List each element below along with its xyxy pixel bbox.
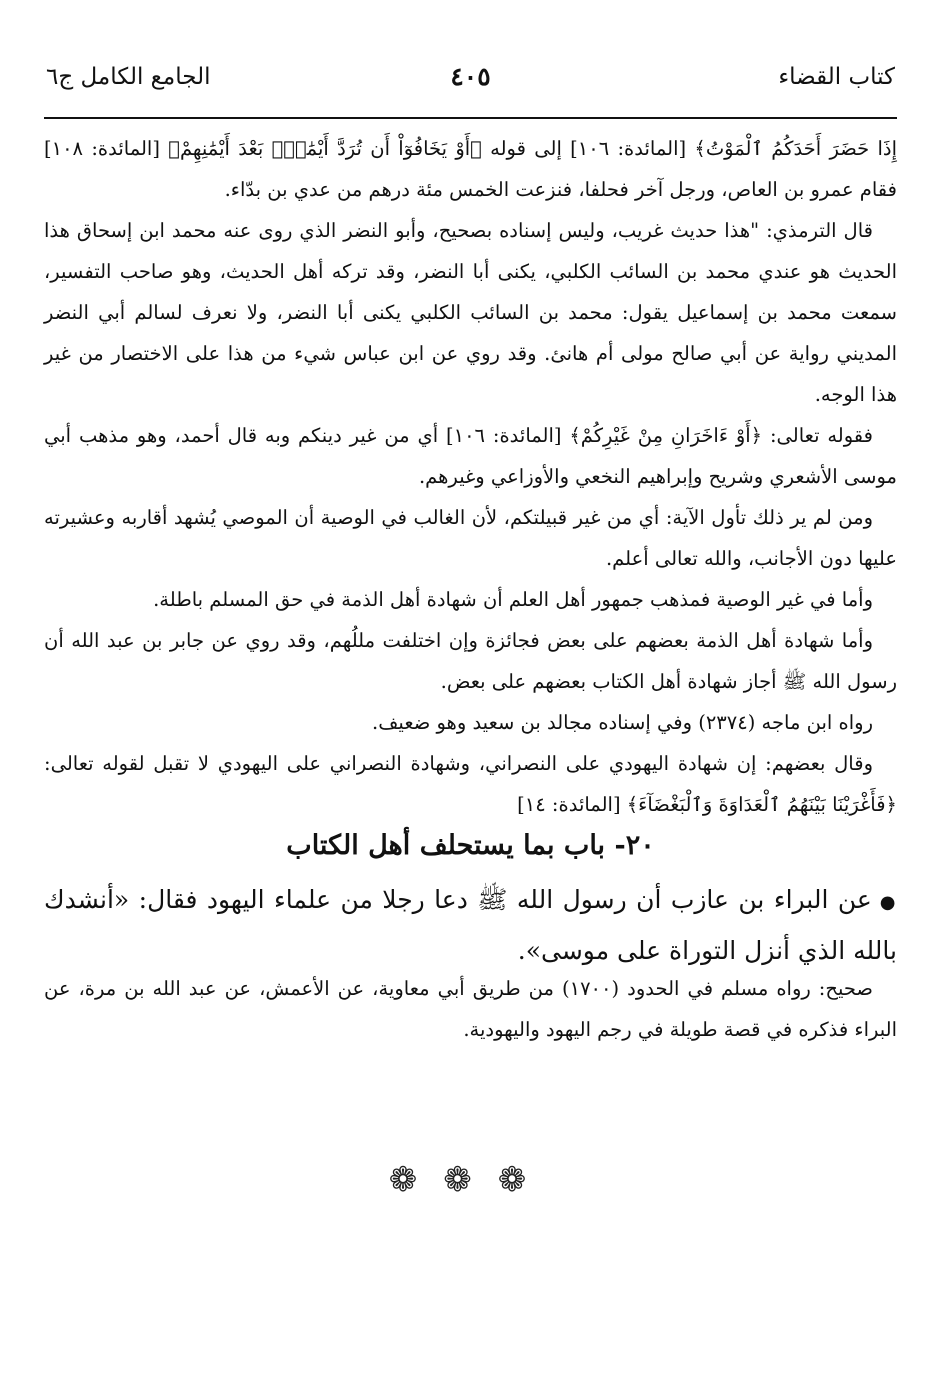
paragraph: وأما في غير الوصية فمذهب جمهور أهل العلم أن شهادة أهل الذمة في حق المسلم باطلة.	[153, 588, 873, 611]
chapter-number: ٢٠-	[614, 830, 655, 861]
paragraph: وقال بعضهم: إن شهادة اليهودي على النصراني، وشهادة النصراني على اليهودي لا تقبل لقوله تعالى: ﴿فَأَغْرَيْنَا بَيْنَهُمُ ٱلْعَدَاوَةَ وَٱلْبَغْضَآءَ﴾ [المائدة: ١٤]	[44, 752, 897, 816]
paragraph: رواه ابن ماجه (٢٣٧٤) وفي إسناده مجالد بن سعيد وهو ضعيف.	[372, 711, 873, 734]
book-section: كتاب القضاء	[778, 64, 895, 90]
paragraph: وأما شهادة أهل الذمة بعضهم على بعض فجائزة وإن اختلفت مللُهم، وقد روي عن جابر بن عبد الله أن رسول الله ﷺ أجاز شهادة أهل الكتاب بعضهم على بعض.	[44, 629, 897, 693]
header-rule	[44, 117, 897, 119]
page-header	[46, 56, 895, 110]
paragraph: إِذَا حَضَرَ أَحَدَكُمُ ٱلْمَوْتُ﴾ [المائدة: ١٠٦] إلى قوله ﴿أَوْ يَخَافُوٓاْ أَن تُرَدَّ أَيْمَٰنٌۢ بَعْدَ أَيْمَٰنِهِمْ﴾ [المائدة: ١٠٨] فقام عمرو بن العاص، ورجل آخر فحلفا، فنزعت الخمس مئة درهم من عدي بن بدّاء.	[44, 137, 897, 201]
hadith-text	[44, 876, 897, 975]
hadith-body: عن البراء بن عازب أن رسول الله ﷺ دعا رجلا من علماء اليهود فقال: «أنشدك بالله الذي أنزل التوراة على موسى».	[44, 885, 897, 965]
paragraph: فقوله تعالى: ﴿أَوْ ءَاخَرَانِ مِنْ غَيْرِكُمْ﴾ [المائدة: ١٠٦] أي من غير دينكم وبه قال أحمد، وهو مذهب أبي موسى الأشعري وشريح وإبراهيم النخعي والأوزاعي وغيرهم.	[44, 424, 897, 488]
main-text	[44, 128, 897, 825]
chapter-heading	[44, 826, 897, 866]
takhrij-paragraph: صحيح: رواه مسلم في الحدود (١٧٠٠) من طريق أبي معاوية، عن الأعمش، عن عبد الله بن مرة، عن البراء فذكره في قصة طويلة في رجم اليهود واليهودية.	[44, 977, 897, 1041]
chapter-title: باب بما يستحلف أهل الكتاب	[286, 830, 606, 861]
hadith-paragraph	[44, 876, 897, 975]
ornament-divider-icon: ❁❁❁	[388, 1160, 553, 1200]
paragraph: ومن لم ير ذلك تأول الآية: أي من غير قبيلتكم، لأن الغالب في الوصية أن الموصي يُشهد أقاربه وعشيرته عليها دون الأجانب، والله تعالى أعلم.	[44, 506, 897, 570]
book-title: الجامع الكامل ج٦	[46, 64, 211, 90]
bullet-icon: ●	[879, 892, 897, 913]
page-number: ٤٠٥	[450, 62, 491, 91]
paragraph: قال الترمذي: "هذا حديث غريب، وليس إسناده بصحيح، وأبو النضر الذي روى عنه محمد ابن إسحاق هذا الحديث هو عندي محمد بن السائب الكلبي، يكنى أبا النضر، وقد تركه أهل الحديث، وهو صاحب التفسير، سمعت محمد بن إسماعيل يقول: محمد بن السائب الكلبي يكنى أبا النضر، ولا نعرف لسالم أبي النضر المديني رواية عن أبي صالح مولى أم هانئ. وقد روي عن ابن عباس شيء من هذا على الاختصار من غير هذا الوجه.	[44, 219, 897, 406]
takhrij-note	[44, 968, 897, 1050]
